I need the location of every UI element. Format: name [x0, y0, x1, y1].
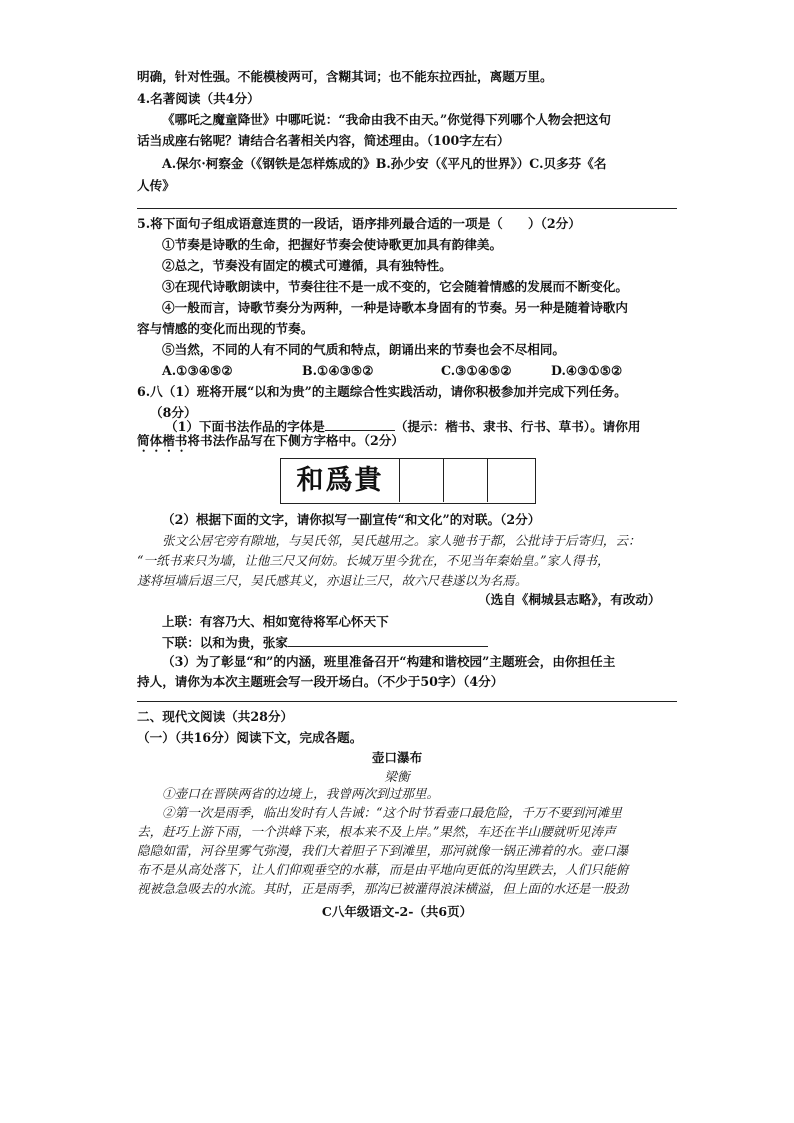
emphasis-text: 简体楷书 [137, 433, 188, 448]
continued-text: 明确，针对性强。不能模棱两可，含糊其词；也不能东拉西扯，离题万里。 [137, 69, 553, 84]
q6-part2: （2）根据下面的文字，请你拟写一副宣传“和文化”的对联。（2分） [162, 512, 541, 527]
q6-part3-line1: （3）为了彰显“和”的内涵，班里准备召开“构建和谐校园”主题班会，由你担任主 [162, 654, 616, 669]
q6-part1-suffix: （提示：楷书、隶书、行书、草书）。请你用 [394, 419, 641, 434]
q4-options-line2: 人传》 [137, 178, 175, 193]
couplet-lower [162, 634, 488, 651]
q4-title: 4.名著阅读（共4分） [137, 91, 260, 106]
couplet-upper: 上联：有容乃大、相如宽待将军心怀天下 [162, 614, 389, 629]
subsection-heading: （一）（共16分）阅读下文，完成各题。 [137, 730, 363, 745]
writing-box-2[interactable] [443, 459, 488, 502]
q6-part1-line2 [137, 433, 404, 455]
story-line-3: 遂将垣墙后退三尺，吴氏感其义，亦退让三尺，故六尺巷遂以为名焉。 [137, 573, 528, 588]
q5-title: 5.将下面句子组成语意连贯的一段话，语序排列最合适的一项是（ ）（2分） [137, 216, 581, 231]
q5-option-a: A.①③④⑤② [162, 363, 233, 378]
q4-prompt-line1: 《哪吒之魔童降世》中哪吒说：“我命由我不由天。”你觉得下列哪个人物会把这句 [162, 112, 611, 127]
section-heading: 二、现代文阅读（共28分） [137, 709, 294, 724]
q6-part3-line2: 持人，请你为本次主题班会写一段开场白。（不少于50字）（4分） [137, 674, 504, 689]
page-footer: C八年级语文-2-（共6页） [321, 904, 473, 919]
article-paragraph-1: ①壶口在晋陕两省的边境上，我曾两次到过那里。 [162, 786, 440, 801]
story-line-1: 张文公居宅旁有隙地，与吴氏邻，吴氏越用之。家人驰书于都，公批诗于后寄归，云： [162, 533, 641, 548]
article-author: 梁衡 [384, 769, 410, 784]
article-paragraph-2-line2: 去，赶巧上游下雨，一个洪峰下来，根本来不及上岸。”果然，车还在半山腰就听见涛声 [137, 824, 616, 839]
article-paragraph-2-line1: ②第一次是雨季，临出发时有人告诫：“这个时节看壶口最危险，千万不要到河滩里 [162, 805, 622, 820]
couplet-answer-blank[interactable] [288, 634, 488, 647]
q6-score: （8分） [150, 405, 197, 420]
couplet-lower-text: 下联：以和为贵，张家 [162, 635, 288, 650]
q5-sentence-3: ③在现代诗歌朗读中，节奏往往不是一成不变的，它会随着情感的发展而不断变化。 [162, 279, 628, 294]
answer-line-q4 [137, 208, 677, 209]
q5-sentence-2: ②总之，节奏没有固定的模式可遵循，具有独特性。 [162, 258, 452, 273]
story-line-2: “一纸书来只为墙，让他三尺又何妨。长城万里今犹在，不见当年秦始皇。”家人得书， [137, 553, 610, 568]
q5-sentence-5: ⑤当然，不同的人有不同的气质和特点，朗诵出来的节奏也会不尽相同。 [162, 342, 565, 357]
q5-sentence-1: ①节奏是诗歌的生命，把握好节奏会使诗歌更加具有韵律美。 [162, 237, 503, 252]
font-style-answer-blank[interactable] [325, 418, 395, 431]
q5-option-d: D.④③①⑤② [551, 363, 623, 378]
article-paragraph-2-line4: 布不是从高处落下，让人们仰观垂空的水幕，而是由平地向更低的沟里跌去，人们只能俯 [137, 862, 629, 877]
q5-option-b: B.①④③⑤② [302, 363, 374, 378]
calligraphy-grid [280, 458, 536, 504]
writing-box-1[interactable] [399, 459, 444, 502]
article-paragraph-2-line5: 视被急急吸去的水流。其时，正是雨季，那沟已被灌得浪沫横溢，但上面的水还是一股劲 [137, 881, 629, 896]
article-paragraph-2-line3: 隐隐如雷，河谷里雾气弥漫，我们大着胆子下到滩里，那河就像一锅正沸着的水。壶口瀑 [137, 843, 629, 858]
q4-prompt-line2: 话当成座右铭呢？请结合名著相关内容，简述理由。（100字左右） [137, 133, 510, 148]
q6-part1-line2-rest: 将书法作品写在下侧方字格中。（2分） [187, 433, 404, 448]
article-title: 壶口瀑布 [371, 750, 423, 765]
q5-option-c: C.③①④⑤② [441, 363, 512, 378]
calligraphy-artwork: 和爲貴 [281, 459, 400, 502]
q4-options-line1: A.保尔·柯察金（《钢铁是怎样炼成的》B.孙少安（《平凡的世界》）C.贝多芬《名 [162, 156, 607, 171]
q6-title: 6.八（1）班将开展“以和为贵”的主题综合性实践活动，请你积极参加并完成下列任务。 [137, 384, 627, 399]
story-source: （选自《桐城县志略》，有改动） [478, 592, 661, 607]
answer-line-q6 [137, 701, 677, 702]
q5-sentence-4b: 容与情感的变化而出现的节奏。 [137, 321, 314, 336]
q5-sentence-4a: ④一般而言，诗歌节奏分为两种，一种是诗歌本身固有的节奏。另一种是随着诗歌内 [162, 300, 628, 315]
q6-part1-prefix: （1）下面书法作品的字体是 [165, 419, 325, 434]
writing-box-3[interactable] [487, 459, 534, 502]
